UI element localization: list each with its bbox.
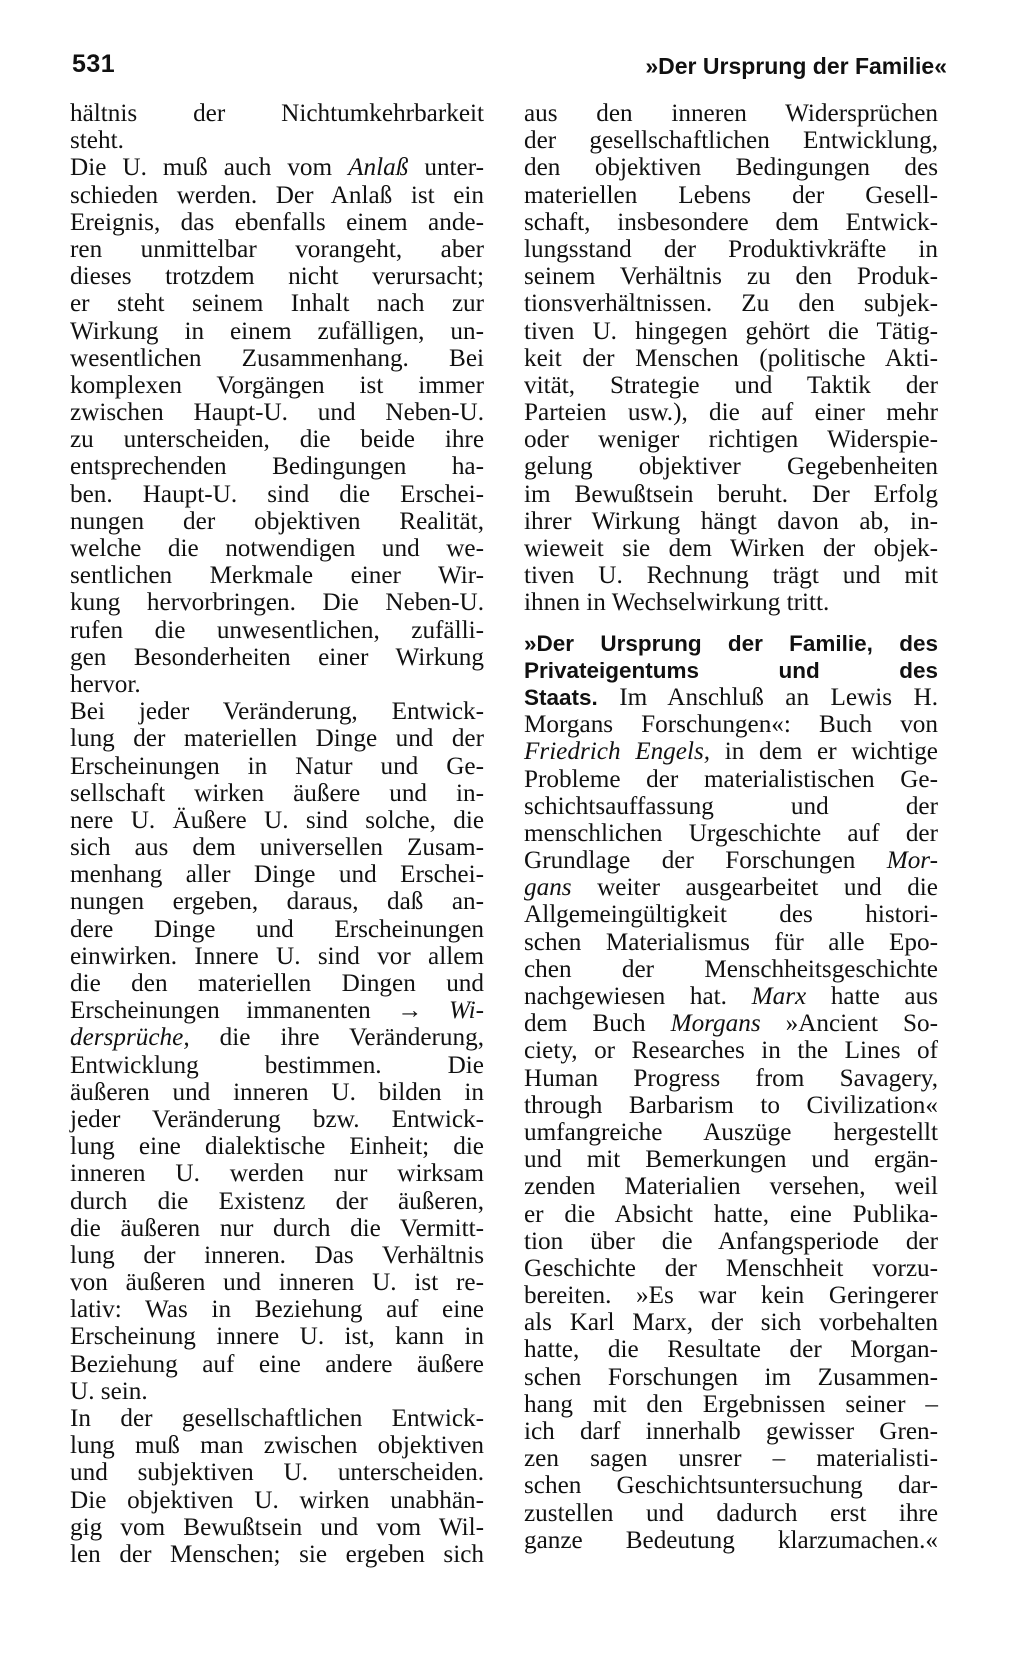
text-line (70, 997, 484, 1024)
text-line (524, 1500, 938, 1527)
text-line (70, 943, 484, 970)
text-line (524, 318, 938, 345)
text-line (524, 874, 938, 901)
text-line (524, 929, 938, 956)
line-text: ihnen in Wechselwirkung tritt. (524, 589, 830, 617)
text-line (524, 793, 938, 820)
line-text: ich darf innerhalb gewisser Gren- (524, 1418, 938, 1445)
text-line (524, 630, 938, 657)
line-text: kung hervorbringen. Die Neben-U. (70, 589, 484, 617)
text-line (70, 182, 484, 209)
line-text: gelung objektiver Gegebenheiten (524, 453, 938, 481)
right-column (524, 100, 938, 1554)
line-text: in dem er wichtige (710, 738, 938, 766)
line-text: zen sagen unsrer – materialisti- (524, 1445, 938, 1473)
line-text: nere U. Äußere U. sind solche, die (70, 806, 484, 834)
italic-reference: Anlaß (348, 154, 409, 182)
text-line (70, 127, 484, 154)
line-text: hatte aus (806, 983, 938, 1010)
text-line (524, 1037, 938, 1064)
text-line (524, 684, 938, 711)
text-line (70, 1432, 484, 1459)
line-text: nungen ergeben, daraus, daß an- (70, 888, 484, 916)
page-number: 531 (72, 50, 116, 78)
line-text: Die objektiven U. wirken unabhän- (70, 1486, 484, 1514)
line-text: Entwicklung bestimmen. Die (70, 1051, 484, 1079)
text-line (70, 780, 484, 807)
text-line (524, 1146, 938, 1173)
line-text: Probleme der materialistischen Ge- (524, 765, 938, 793)
line-text: vität, Strategie und Taktik der (524, 371, 938, 399)
text-line (524, 1092, 938, 1119)
text-line (70, 617, 484, 644)
line-text: er steht seinem Inhalt nach zur (70, 290, 484, 318)
line-text: ben. Haupt-U. sind die Erschei- (70, 480, 484, 508)
text-line (524, 1527, 938, 1554)
text-line (70, 888, 484, 915)
line-text: schen Geschichtsuntersuchung dar- (524, 1472, 938, 1500)
line-text: through Barbarism to Civilization« (524, 1091, 938, 1119)
text-line (524, 1418, 938, 1445)
line-text: lung der inneren. Das Verhältnis (70, 1241, 484, 1269)
text-line (524, 535, 938, 562)
line-text: Beziehung auf eine andere äußere (70, 1350, 484, 1378)
text-line (70, 154, 484, 181)
line-text: wesentlichen Zusammenhang. Bei (70, 344, 484, 372)
text-line (524, 1201, 938, 1228)
text-line (70, 1079, 484, 1106)
text-line (70, 970, 484, 997)
italic-reference: Wi- (449, 997, 484, 1025)
line-text: ren unmittelbar vorangeht, aber (70, 235, 484, 263)
line-text: len der Menschen; sie ergeben sich (70, 1540, 484, 1568)
text-line (70, 1242, 484, 1269)
text-line (524, 1309, 938, 1336)
text-line (70, 1351, 484, 1378)
text-line (524, 508, 938, 535)
entry-headword: Staats. (524, 684, 598, 710)
line-text: bereiten. »Es war kein Geringerer (524, 1282, 938, 1310)
italic-reference: Mor- (886, 847, 938, 875)
line-text: Im Anschluß an Lewis H. (597, 683, 938, 711)
text-line (524, 983, 938, 1010)
line-text: durch die Existenz der äußeren, (70, 1187, 484, 1215)
line-text: äußeren und inneren U. bilden in (70, 1078, 484, 1106)
text-line (70, 318, 484, 345)
line-text: keit der Menschen (politische Akti- (524, 344, 938, 372)
line-text: sentlichen Merkmale einer Wir- (70, 562, 484, 590)
text-line (70, 644, 484, 671)
text-line (70, 1405, 484, 1432)
line-text: von äußeren und inneren U. ist re- (70, 1269, 484, 1297)
line-text: zu unterscheiden, die beide ihre (70, 426, 484, 454)
entry-headword: Privateigentums und des (524, 657, 938, 683)
text-line (524, 1173, 938, 1200)
text-line (70, 1323, 484, 1350)
text-line (524, 820, 938, 847)
line-text: die äußeren nur durch die Vermitt- (70, 1214, 484, 1242)
line-text: materiellen Lebens der Gesell- (524, 181, 938, 209)
italic-reference: Marx (751, 983, 807, 1010)
line-text: einwirken. Innere U. sind vor allem (70, 942, 484, 970)
text-line (524, 1391, 938, 1418)
line-text: welche die notwendigen und we- (70, 535, 484, 562)
text-line (524, 1282, 938, 1309)
text-line (70, 589, 484, 616)
text-line (524, 1065, 938, 1092)
line-text: gig vom Bewußtsein und vom Wil- (70, 1513, 484, 1541)
text-line (524, 209, 938, 236)
text-line (70, 290, 484, 317)
line-text: gen Besonderheiten einer Wirkung (70, 643, 484, 671)
line-text: der gesellschaftlichen Entwicklung, (524, 127, 938, 155)
line-text: lung muß man zwischen objektiven (70, 1432, 484, 1460)
text-line (524, 182, 938, 209)
line-text: U. sein. (70, 1377, 148, 1405)
text-line (524, 426, 938, 453)
line-text: im Bewußtsein beruht. Der Erfolg (524, 480, 938, 508)
text-line (524, 1364, 938, 1391)
italic-reference: Morgans (670, 1010, 761, 1038)
entry-headword: »Der Ursprung der Familie, des (524, 630, 938, 656)
line-text: hältnis der Nichtumkehrbarkeit (70, 100, 484, 127)
text-line (70, 453, 484, 480)
line-text: umfangreiche Auszüge hergestellt (524, 1118, 938, 1146)
text-line (524, 711, 938, 738)
text-line (70, 1487, 484, 1514)
text-line (524, 589, 938, 616)
text-line (70, 834, 484, 861)
line-text: tion über die Anfangsperiode der (524, 1227, 938, 1255)
line-text: Erscheinungen in Natur und Ge- (70, 752, 484, 780)
text-line (524, 1119, 938, 1146)
line-text: Ereignis, das ebenfalls einem ande- (70, 208, 484, 236)
line-text: dem Buch (524, 1010, 671, 1038)
text-line (70, 1052, 484, 1079)
text-line (524, 1472, 938, 1499)
line-text: unter- (408, 154, 484, 182)
text-line (524, 1336, 938, 1363)
line-text: lativ: Was in Beziehung auf eine (70, 1296, 484, 1324)
text-line (70, 1024, 484, 1051)
line-text: tiven U. Rechnung trägt und mit (524, 562, 938, 590)
line-text: als Karl Marx, der sich vorbehalten (524, 1309, 938, 1337)
line-text: Wirkung in einem zufälligen, un- (70, 317, 484, 345)
line-text: Human Progress from Savagery, (524, 1064, 938, 1092)
line-text: Morgans Forschungen«: Buch von (524, 711, 938, 739)
text-line (524, 562, 938, 589)
text-line (70, 1269, 484, 1296)
line-text: weiter ausgearbeitet und die (571, 874, 938, 902)
text-line (70, 535, 484, 562)
text-line (524, 738, 938, 765)
text-line (70, 345, 484, 372)
text-line (70, 671, 484, 698)
text-line (70, 861, 484, 888)
line-text: seinem Verhältnis zu den Produk- (524, 263, 938, 291)
line-text: chen der Menschheitsgeschichte (524, 955, 938, 983)
line-text: lung eine dialektische Einheit; die (70, 1133, 484, 1161)
line-text: schaft, insbesondere dem Entwick- (524, 208, 938, 236)
line-text: und mit Bemerkungen und ergän- (524, 1146, 938, 1174)
text-line (70, 807, 484, 834)
text-line (70, 209, 484, 236)
text-line (70, 753, 484, 780)
running-head: »Der Ursprung der Familie« (645, 53, 947, 79)
line-text: komplexen Vorgängen ist immer (70, 371, 484, 399)
text-line (70, 1296, 484, 1323)
text-line (70, 481, 484, 508)
line-text: hervor. (70, 670, 141, 698)
text-line (70, 1541, 484, 1568)
line-text: dere Dinge und Erscheinungen (70, 915, 484, 943)
text-line (524, 263, 938, 290)
line-text: schen Materialismus für alle Epo- (524, 928, 938, 956)
text-line (524, 766, 938, 793)
text-line (70, 372, 484, 399)
line-text: dieses trotzdem nicht verursacht; (70, 263, 484, 291)
line-text: steht. (70, 127, 124, 155)
text-line (70, 1459, 484, 1486)
text-line (70, 1160, 484, 1187)
line-text: nachgewiesen hat. (524, 983, 752, 1010)
italic-reference: gans (524, 874, 572, 902)
line-text: zwischen Haupt-U. und Neben-U. (70, 399, 484, 427)
line-text: er die Absicht hatte, eine Publika- (524, 1200, 938, 1228)
line-text: inneren U. werden nur wirksam (70, 1160, 484, 1188)
line-text: Grundlage der Forschungen (524, 847, 887, 875)
line-text: zustellen und dadurch erst ihre (524, 1499, 938, 1527)
line-text: entsprechenden Bedingungen ha- (70, 453, 484, 481)
text-line (70, 698, 484, 725)
text-line (70, 508, 484, 535)
italic-reference: Friedrich Engels, (524, 738, 711, 766)
text-line (70, 725, 484, 752)
text-line (524, 345, 938, 372)
text-line (70, 426, 484, 453)
left-column (70, 100, 484, 1568)
line-text: jeder Veränderung bzw. Entwick- (70, 1105, 484, 1133)
text-line (524, 481, 938, 508)
line-text: menschlichen Urgeschichte auf der (524, 819, 938, 847)
line-text: hang mit den Ergebnissen seiner – (524, 1390, 938, 1418)
line-text: zenden Materialien versehen, weil (524, 1173, 938, 1201)
text-line (70, 1514, 484, 1541)
text-line (70, 1215, 484, 1242)
line-text: ihrer Wirkung hängt davon ab, in- (524, 507, 938, 535)
line-text: ciety, or Researches in the Lines of (524, 1037, 938, 1065)
line-text: sellschaft wirken äußere und in- (70, 779, 484, 807)
line-text: Die U. muß auch vom (70, 154, 349, 182)
line-text: die den materiellen Dingen und (70, 970, 484, 997)
text-line (70, 1188, 484, 1215)
text-line (524, 901, 938, 928)
text-line (70, 916, 484, 943)
text-line (70, 263, 484, 290)
text-line (70, 1106, 484, 1133)
text-line (524, 453, 938, 480)
line-text: lung der materiellen Dinge und der (70, 725, 484, 753)
text-line (70, 1133, 484, 1160)
line-text: oder weniger richtigen Widerspie- (524, 426, 938, 454)
text-line (524, 399, 938, 426)
text-line (524, 1228, 938, 1255)
line-text: Geschichte der Menschheit vorzu- (524, 1254, 938, 1282)
text-line (524, 290, 938, 317)
text-line (524, 1255, 938, 1282)
line-text: In der gesellschaftlichen Entwick- (70, 1405, 484, 1432)
line-text: Bei jeder Veränderung, Entwick- (70, 698, 484, 726)
line-text: die ihre Veränderung, (189, 1024, 484, 1052)
text-line (524, 372, 938, 399)
text-line (70, 399, 484, 426)
line-text: Erscheinungen immanenten → (70, 997, 450, 1025)
line-text: hatte, die Resultate der Morgan- (524, 1336, 938, 1364)
line-text: sich aus dem universellen Zusam- (70, 834, 484, 862)
line-text: »Ancient So- (760, 1010, 938, 1038)
line-text: schen Forschungen im Zusammen- (524, 1363, 938, 1391)
text-line (524, 127, 938, 154)
text-line (524, 847, 938, 874)
italic-reference: dersprüche, (70, 1024, 190, 1052)
line-text: Parteien usw.), die auf einer mehr (524, 399, 938, 427)
text-line (70, 1378, 484, 1405)
text-line (524, 100, 938, 127)
text-line (524, 236, 938, 263)
text-line (524, 956, 938, 983)
line-text: aus den inneren Widersprüchen (524, 100, 938, 127)
text-line (70, 236, 484, 263)
line-text: schichtsauffassung und der (524, 792, 938, 820)
line-text: Erscheinung innere U. ist, kann in (70, 1323, 484, 1351)
text-line (524, 1445, 938, 1472)
line-text: wieweit sie dem Wirken der objek- (524, 535, 938, 562)
line-text: nungen der objektiven Realität, (70, 507, 484, 535)
line-text: rufen die unwesentlichen, zufälli- (70, 616, 484, 644)
text-line (524, 1010, 938, 1037)
text-line (70, 100, 484, 127)
line-text: Allgemeingültigkeit des histori- (524, 901, 938, 929)
text-line (524, 154, 938, 181)
line-text: den objektiven Bedingungen des (524, 154, 938, 182)
text-line (524, 657, 938, 684)
line-text: tionsverhältnissen. Zu den subjek- (524, 290, 938, 318)
line-text: lungsstand der Produktivkräfte in (524, 235, 938, 263)
line-text: ganze Bedeutung klarzumachen.« (524, 1526, 938, 1554)
line-text: und subjektiven U. unterscheiden. (70, 1459, 484, 1487)
text-line (70, 562, 484, 589)
line-text: schieden werden. Der Anlaß ist ein (70, 181, 484, 209)
line-text: tiven U. hingegen gehört die Tätig- (524, 317, 938, 345)
line-text: menhang aller Dinge und Erschei- (70, 861, 484, 889)
